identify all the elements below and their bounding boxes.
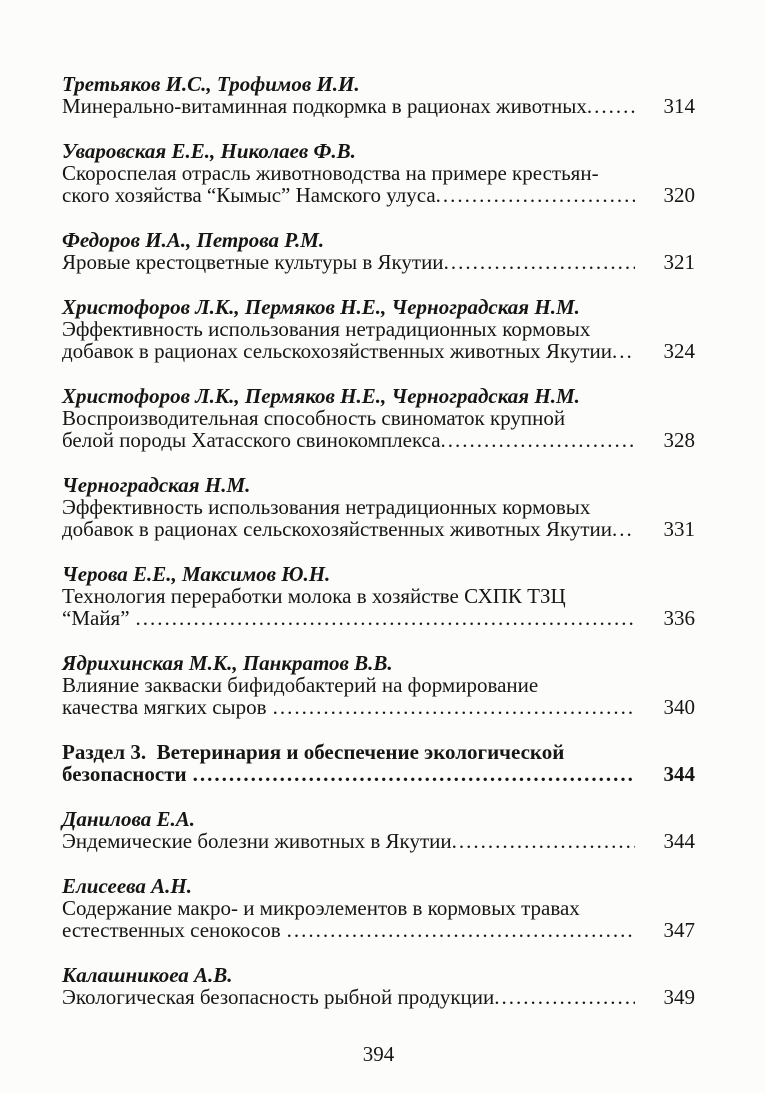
entry-page-number: 344	[663, 829, 695, 853]
toc-entry	[62, 652, 695, 718]
entry-title: Яровые крестоцветные культуры в Якутии	[62, 250, 444, 274]
entry-title: Экологическая безопасность рыбной продукции	[62, 985, 495, 1009]
section-title: безопасности	[62, 762, 187, 786]
dot-leader	[273, 696, 635, 718]
entry-authors: Черноградская Н.М.	[62, 473, 251, 497]
entry-title-row	[62, 518, 695, 540]
entry-title-row	[62, 95, 695, 117]
page-number-footer: 394	[362, 1042, 395, 1066]
entry-authors: Ядрихинская М.К., Панкратов В.В.	[62, 651, 393, 675]
entry-authors: Федоров И.А., Петрова Р.М.	[62, 228, 325, 252]
entry-page-number: 320	[663, 183, 695, 207]
dot-leader	[436, 184, 635, 206]
entry-title-row	[62, 429, 695, 451]
dot-leader	[494, 986, 635, 1008]
entry-title-row	[62, 251, 695, 273]
toc-entry	[62, 296, 695, 362]
entry-title-row	[62, 607, 695, 629]
section-page-number: 344	[663, 762, 695, 786]
toc-entry	[62, 563, 695, 629]
entry-authors: Калашникоеа А.В.	[62, 963, 233, 987]
entry-title: белой породы Хатасского свинокомплекса	[62, 428, 441, 452]
toc-entry	[62, 808, 695, 852]
entry-authors: Христофоров Л.К., Пермяков Н.Е., Черноградская Н.М.	[62, 384, 580, 408]
entry-title-line: Содержание макро- и микроэлементов в кормовых травах	[62, 896, 580, 920]
entry-title-row	[62, 830, 695, 852]
entry-page-number: 349	[663, 985, 695, 1009]
toc-entry	[62, 875, 695, 941]
toc-entry	[62, 73, 695, 117]
toc-entry	[62, 385, 695, 451]
section-title-row	[62, 763, 695, 785]
entry-title: “Майя”	[62, 606, 130, 630]
entry-page-number: 314	[663, 94, 695, 118]
entry-title-line: Технология переработки молока в хозяйстве СХПК ТЗЦ	[62, 584, 566, 608]
entry-page-number: 331	[663, 517, 695, 541]
entry-title: ского хозяйства “Кымыс” Намского улуса	[62, 183, 436, 207]
toc-entry	[62, 964, 695, 1008]
dot-leader	[612, 518, 635, 540]
entry-title-line: Эффективность использования нетрадиционных кормовых	[62, 495, 591, 519]
entry-title-line: Скороспелая отрасль животноводства на примере крестьян-	[62, 161, 599, 185]
entry-authors: Уваровская Е.Е., Николаев Ф.В.	[62, 139, 356, 163]
entry-authors: Третьяков И.С., Трофимов И.И.	[62, 72, 360, 96]
dot-leader	[612, 340, 635, 362]
toc-entry	[62, 229, 695, 273]
entry-page-number: 347	[663, 918, 695, 942]
dot-leader	[587, 95, 635, 117]
entry-title: качества мягких сыров	[62, 695, 267, 719]
entry-page-number: 340	[663, 695, 695, 719]
entry-authors: Черова Е.Е., Максимов Ю.Н.	[62, 562, 331, 586]
entry-title: добавок в рационах сельскохозяйственных животных Якутии	[62, 339, 612, 363]
entry-title: естественных сенокосов	[62, 918, 281, 942]
entry-authors: Данилова Е.А.	[62, 807, 195, 831]
dot-leader	[444, 251, 635, 273]
toc-section-heading	[62, 741, 695, 785]
entry-page-number: 321	[663, 250, 695, 274]
entry-title: добавок в рационах сельскохозяйственных животных Якутии	[62, 517, 612, 541]
entry-title-line: Влияние закваски бифидобактерий на формирование	[62, 673, 539, 697]
entry-title-row	[62, 184, 695, 206]
entry-authors: Христофоров Л.К., Пермяков Н.Е., Черноградская Н.М.	[62, 295, 580, 319]
entry-title: Эндемические болезни животных в Якутии	[62, 829, 452, 853]
entry-title: Минерально-витаминная подкормка в рационах животных	[62, 94, 587, 118]
entry-title-line: Эффективность использования нетрадиционных кормовых	[62, 317, 591, 341]
toc-entry	[62, 140, 695, 206]
dot-leader	[136, 607, 635, 629]
dot-leader	[287, 919, 635, 941]
entry-title-line: Воспроизводительная способность свиноматок крупной	[62, 406, 566, 430]
entry-page-number: 328	[663, 428, 695, 452]
entry-title-row	[62, 340, 695, 362]
section-title-line: Раздел 3. Ветеринария и обеспечение экологической	[62, 740, 565, 764]
entry-title-row	[62, 696, 695, 718]
dot-leader	[441, 429, 635, 451]
toc-entry	[62, 474, 695, 540]
dot-leader	[193, 763, 635, 785]
dot-leader	[452, 830, 635, 852]
entry-authors: Елисеева А.Н.	[62, 874, 192, 898]
entry-page-number: 324	[663, 339, 695, 363]
entry-page-number: 336	[663, 606, 695, 630]
entry-title-row	[62, 919, 695, 941]
entry-title-row	[62, 986, 695, 1008]
